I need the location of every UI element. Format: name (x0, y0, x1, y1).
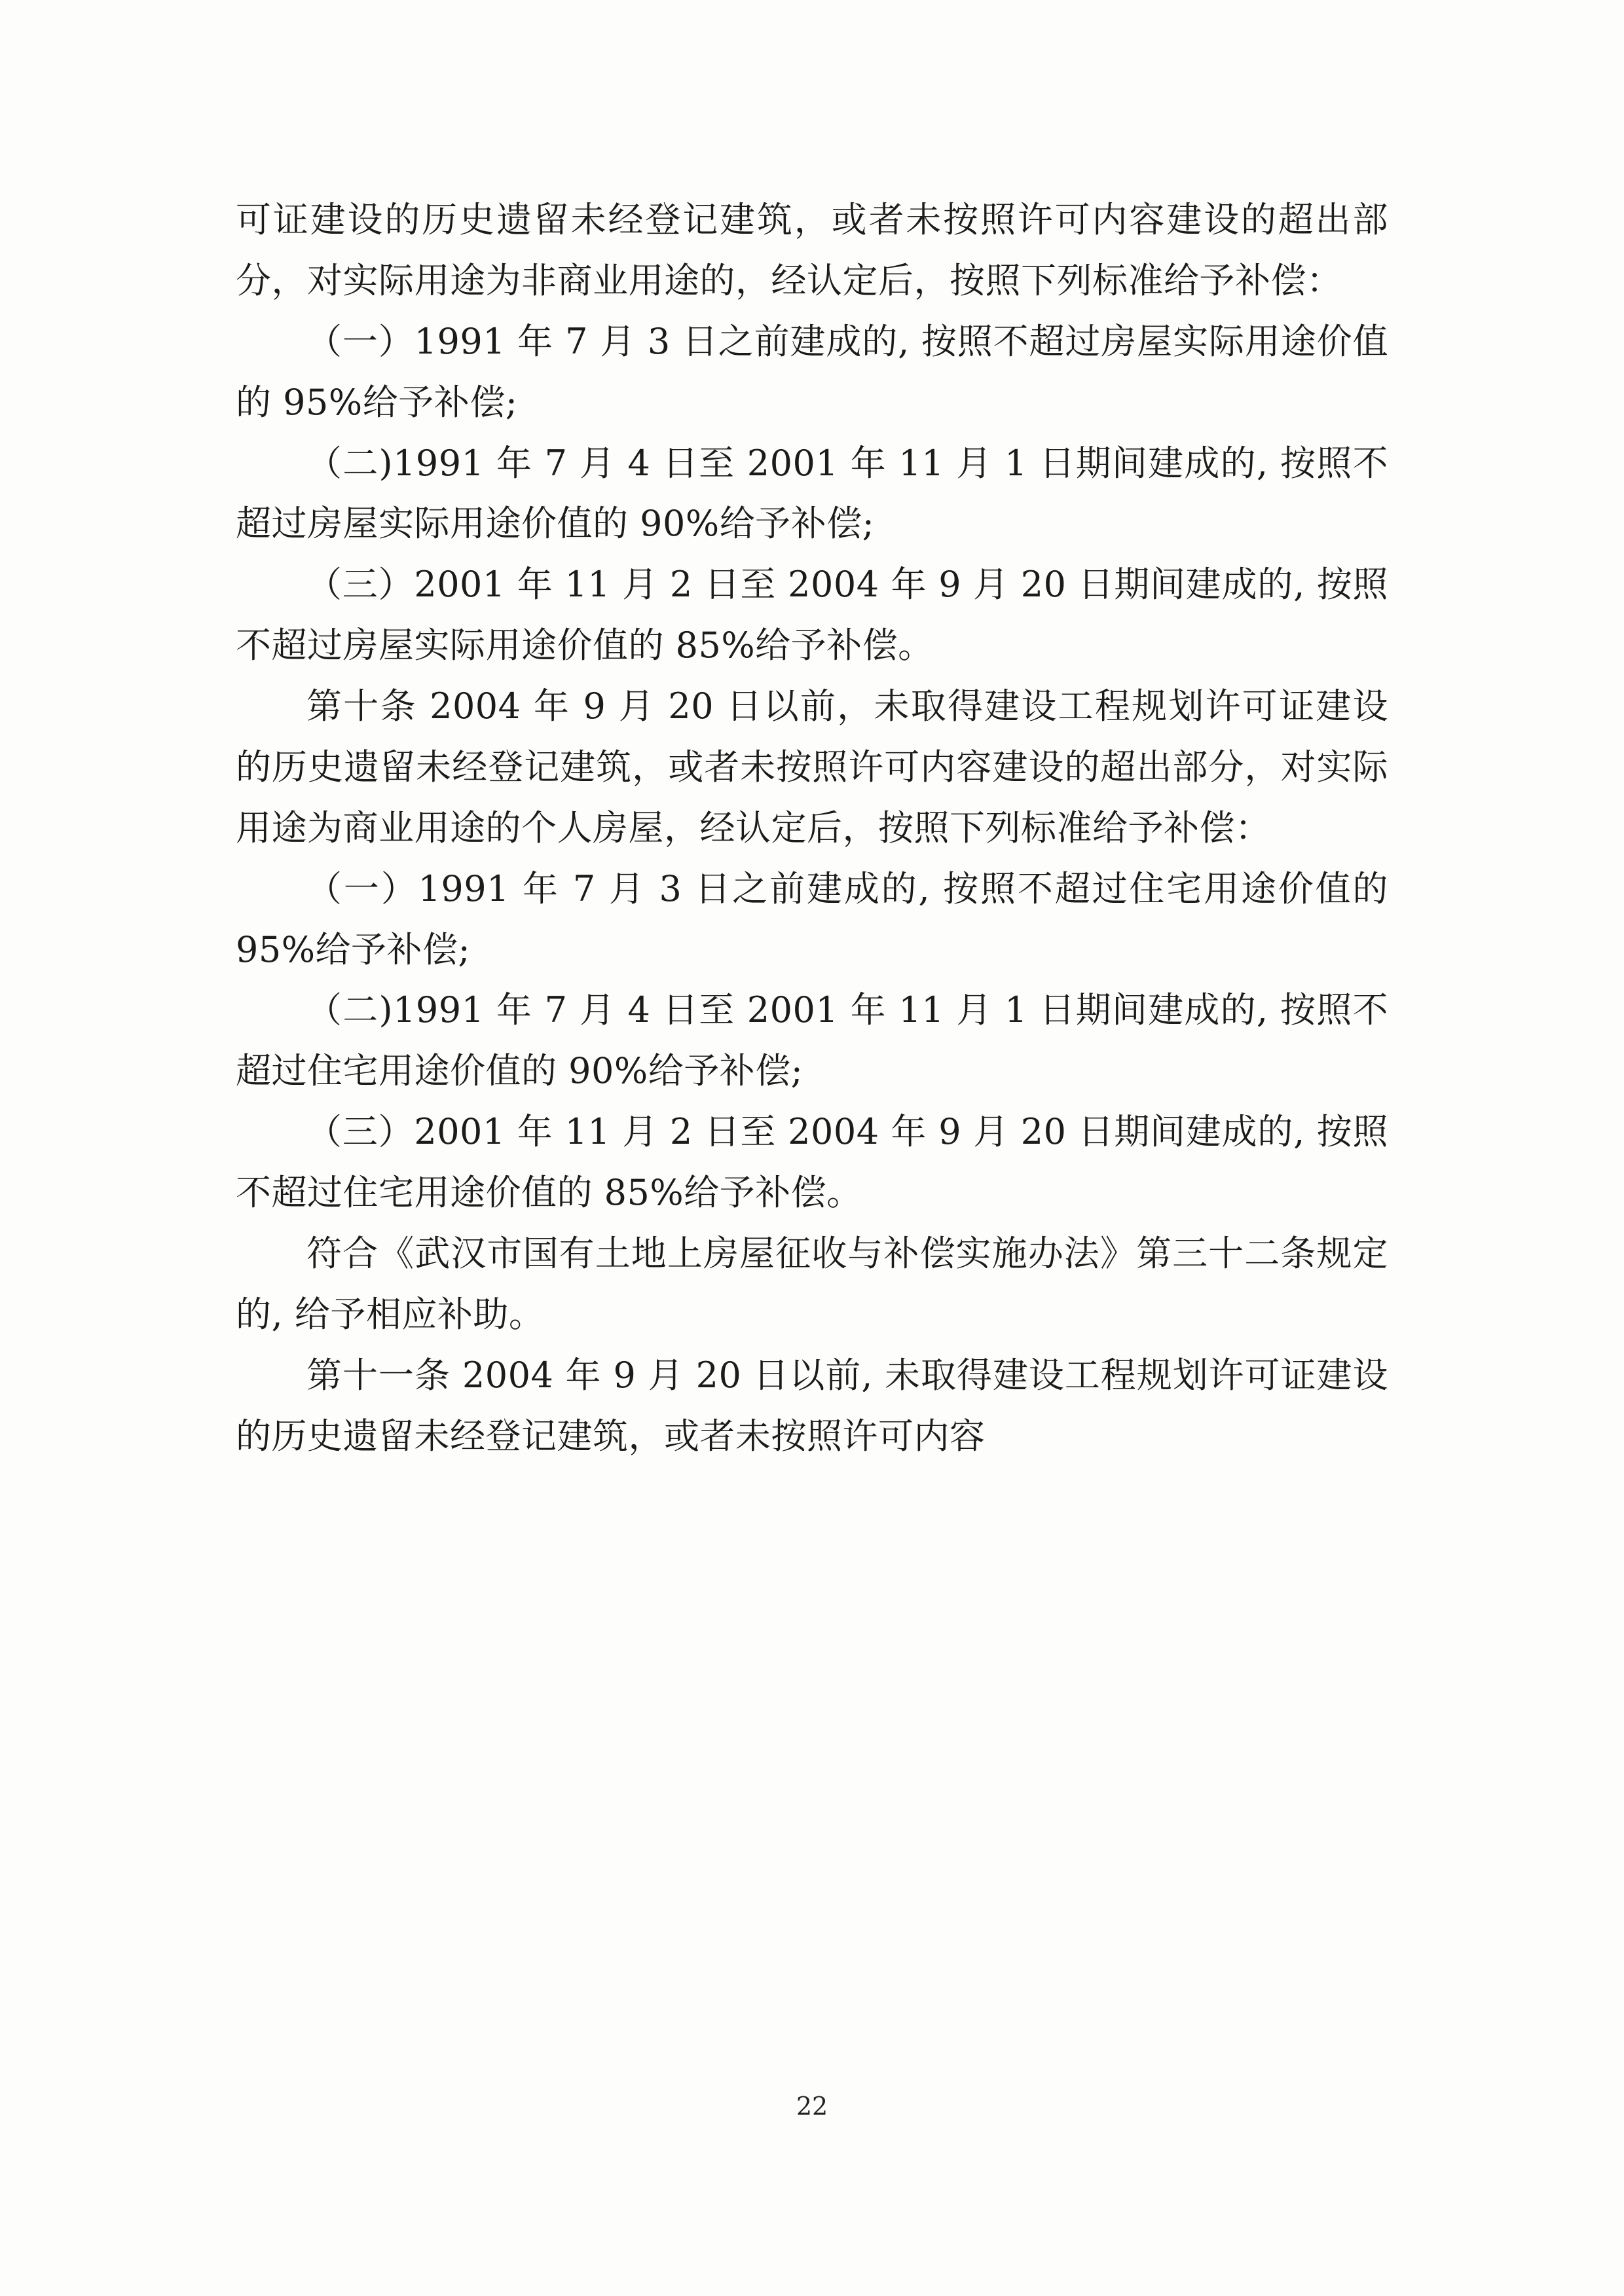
paragraph: （一）1991 年 7 月 3 日之前建成的, 按照不超过房屋实际用途价值的 95%给予补偿; (236, 320, 1388, 423)
paragraph: （一）1991 年 7 月 3 日之前建成的, 按照不超过住宅用途价值的 95%给予补偿; (236, 867, 1388, 970)
paragraph: 第十条 2004 年 9 月 20 日以前，未取得建设工程规划许可证建设的历史遗留未经登记建筑，或者未按照许可内容建设的超出部分，对实际用途为商业用途的个人房屋，经认定后，按照下列标准给予补偿： (236, 685, 1388, 848)
paragraph: 可证建设的历史遗留未经登记建筑，或者未按照许可内容建设的超出部分，对实际用途为非商业用途的，经认定后，按照下列标准给予补偿： (236, 199, 1388, 301)
paragraph: （三）2001 年 11 月 2 日至 2004 年 9 月 20 日期间建成的, 按照不超过住宅用途价值的 85%给予补偿。 (236, 1111, 1388, 1213)
paragraph: （三）2001 年 11 月 2 日至 2004 年 9 月 20 日期间建成的, 按照不超过房屋实际用途价值的 85%给予补偿。 (236, 564, 1388, 666)
page-number: 22 (796, 2092, 828, 2121)
paragraph: 第十一条 2004 年 9 月 20 日以前, 未取得建设工程规划许可证建设的历史遗留未经登记建筑，或者未按照许可内容 (236, 1354, 1388, 1457)
paragraph: （二)1991 年 7 月 4 日至 2001 年 11 月 1 日期间建成的, 按照不超过住宅用途价值的 90%给予补偿; (236, 989, 1388, 1092)
document-body (236, 190, 1388, 1467)
paragraph: （二)1991 年 7 月 4 日至 2001 年 11 月 1 日期间建成的, 按照不超过房屋实际用途价值的 90%给予补偿; (236, 442, 1388, 545)
paragraph: 符合《武汉市国有土地上房屋征收与补偿实施办法》第三十二条规定的, 给予相应补助。 (236, 1232, 1388, 1335)
